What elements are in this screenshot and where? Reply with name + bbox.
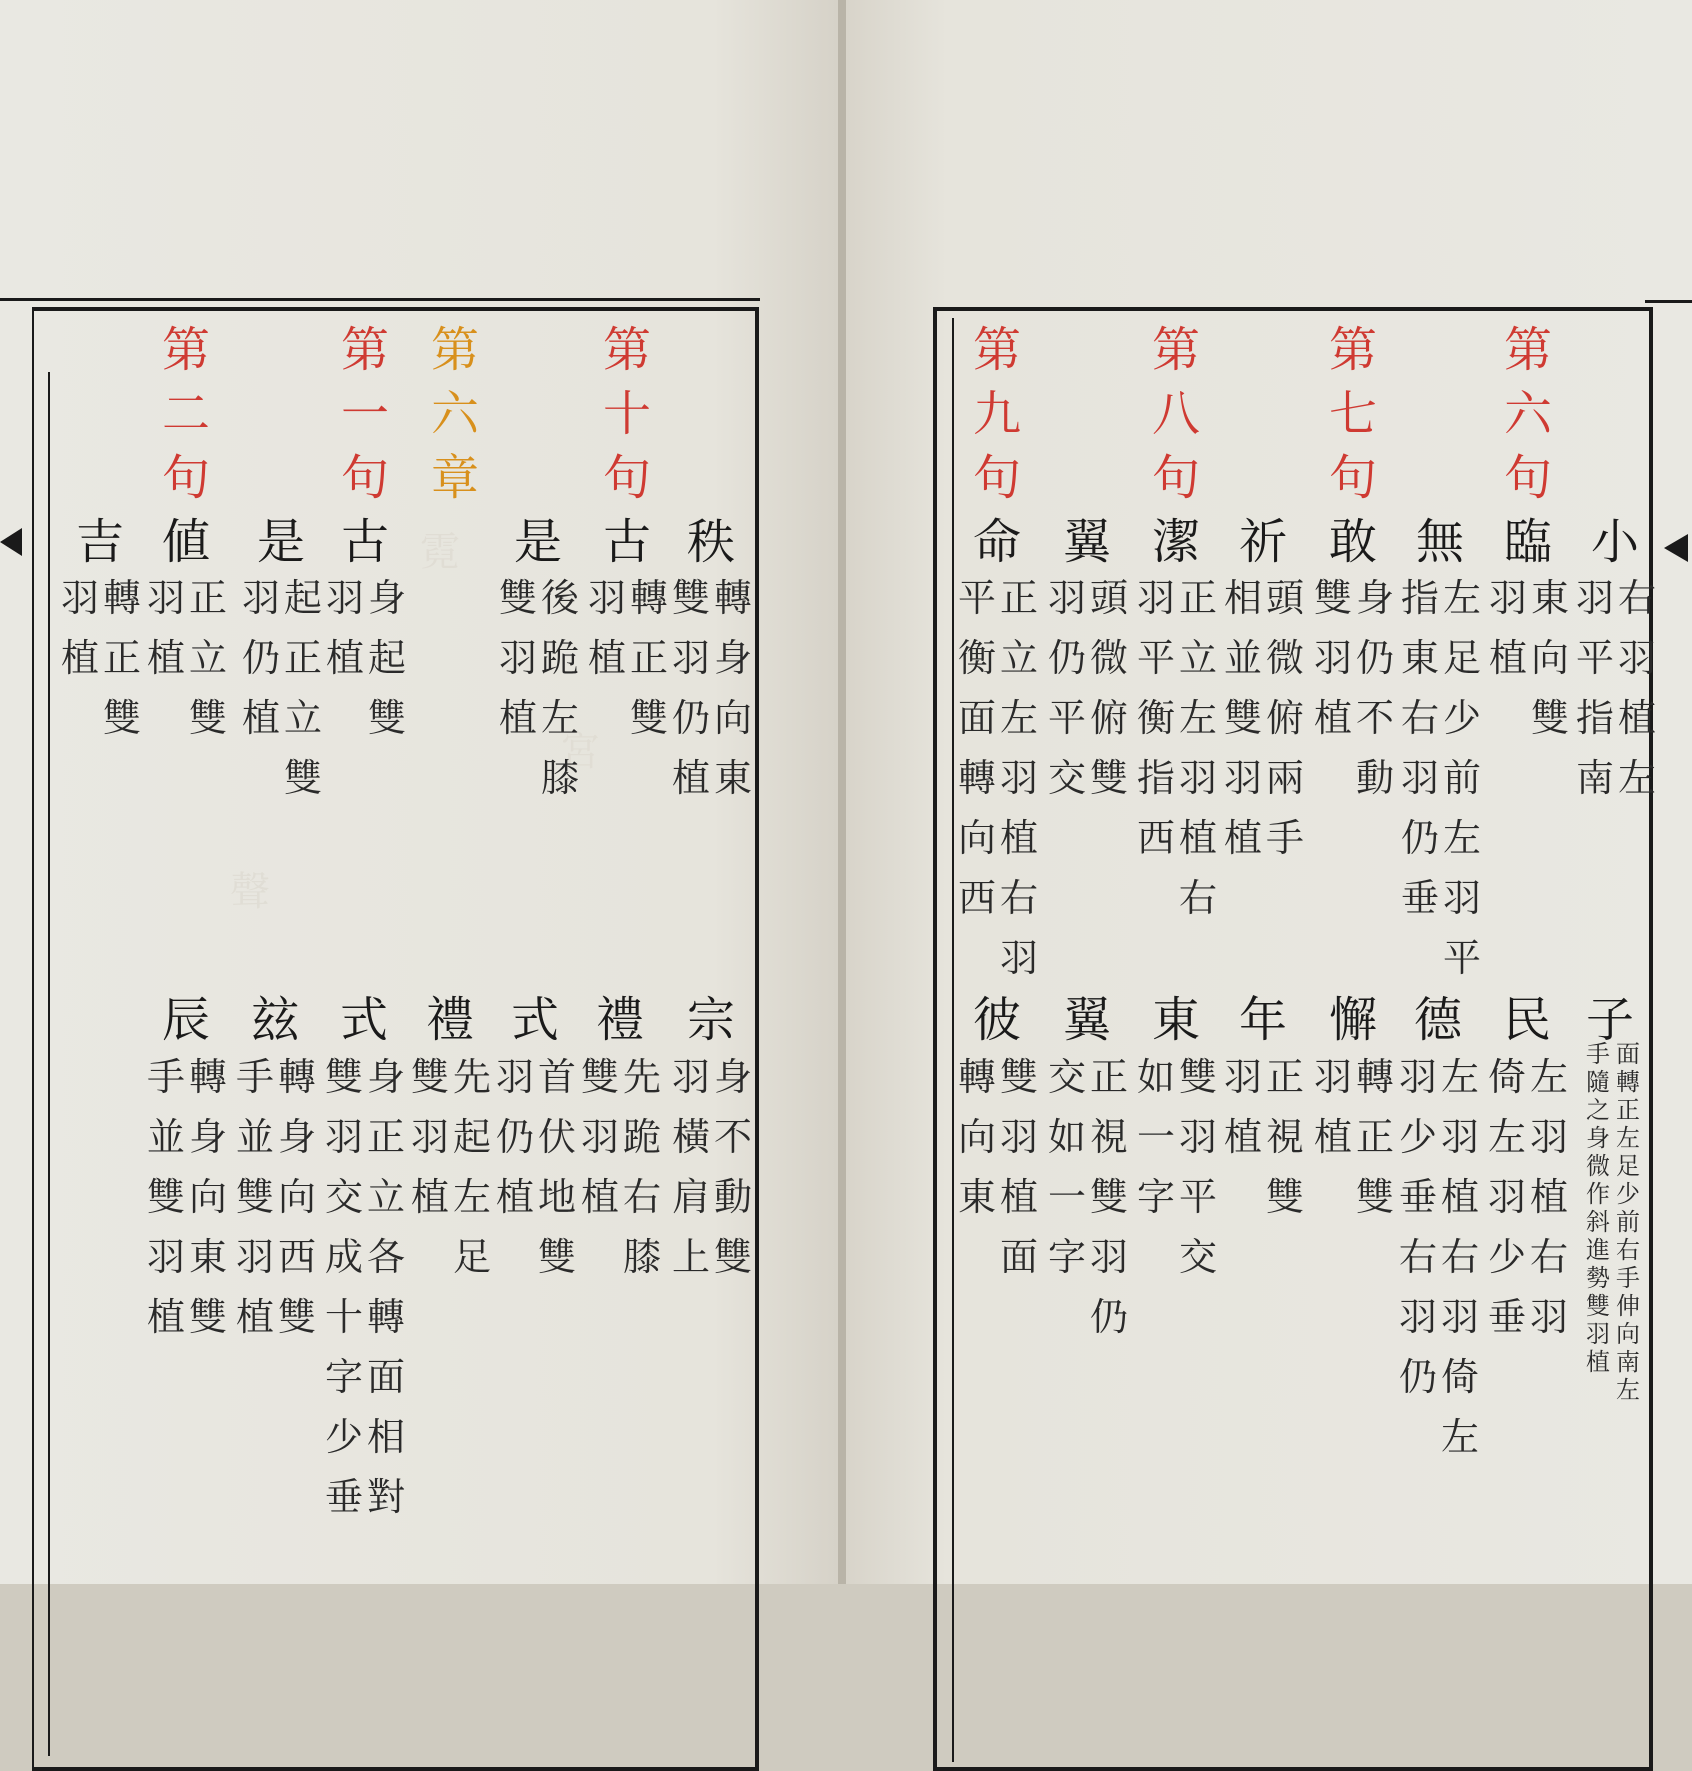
movement-note-l1-col-1: 轉 正 雙 [629, 576, 668, 740]
left-page-fold-mark [0, 528, 22, 556]
movement-note-r7-col-2: 平 衡 面 轉 向 西 [957, 576, 996, 920]
movement-note-ll0-col-1: 身 不 動 雙 [713, 1055, 752, 1279]
left-inner-rule [48, 372, 50, 1756]
lyric-character-rl3: 懈 [1329, 992, 1378, 1048]
lyric-character-ll1: 禮 [596, 992, 645, 1048]
movement-note-rl1-col-2: 倚 左 羽 少 垂 [1487, 1055, 1526, 1339]
show-through-mark: 聲 [230, 869, 270, 915]
lyric-character-rl4: 年 [1239, 992, 1288, 1048]
movement-note-rl1-col-1: 左 羽 植 右 羽 [1529, 1055, 1568, 1339]
movement-note-rl4-col-1: 正 視 雙 [1265, 1055, 1304, 1219]
lyric-character-r7: 命 [973, 514, 1022, 570]
lyric-character-ll4: 式 [340, 992, 389, 1048]
lyric-character-r2: 無 [1416, 514, 1465, 570]
movement-note-rl3-col-1: 轉 正 雙 [1355, 1055, 1394, 1219]
lyric-character-r6: 翼 [1063, 514, 1112, 570]
movement-note-ll3-col-2: 雙 羽 植 [410, 1055, 449, 1219]
movement-note-rl2-col-2: 羽 少 垂 右 羽 仍 [1398, 1055, 1437, 1399]
movement-note-ll0-col-2: 羽 橫 肩 上 [671, 1055, 710, 1279]
movement-note-l4-col-1: 起 正 立 雙 [283, 576, 322, 800]
movement-note-rl6-col-1: 正 視 雙 羽 仍 [1089, 1055, 1128, 1339]
verse-heading-r1: 第 六 句 [1504, 322, 1553, 506]
verse-heading-r5: 第 八 句 [1152, 322, 1201, 506]
movement-note-l2-col-2: 雙 羽 植 [498, 576, 537, 740]
movement-note-l5-col-2: 羽 植 [146, 576, 185, 680]
movement-note-ll2-col-2: 羽 仍 植 [495, 1055, 534, 1219]
movement-note-r5-col-2: 羽 平 衡 指 西 [1136, 576, 1175, 860]
movement-note-rl7-col-1: 雙 羽 植 面 [999, 1055, 1038, 1279]
movement-note-rl2-col-1: 左 羽 植 右 羽 倚 左 [1440, 1055, 1479, 1459]
movement-note-r4-col-1: 頭 微 俯 兩 手 [1265, 576, 1304, 860]
movement-note-l2-col-1: 後 跪 左 膝 [540, 576, 579, 800]
movement-note-r1-col-1: 東 向 雙 [1530, 576, 1569, 740]
movement-note-l4-col-2: 羽 仍 植 [241, 576, 280, 740]
lyric-character-ll5: 玆 [251, 992, 300, 1048]
movement-note-ll3-col-1: 先 起 左 足 [452, 1055, 491, 1279]
verse-heading-l1: 第 十 句 [603, 322, 652, 506]
lyric-character-l0: 秩 [687, 514, 736, 570]
movement-note-rl0-line-1: 面 轉 正 左 足 少 前 右 手 伸 向 南 左 [1616, 1040, 1640, 1404]
movement-note-l0-col-1: 轉 身 向 東 [713, 576, 752, 800]
show-through-mark: 霓 [420, 529, 460, 575]
movement-note-r7-col-1: 正 立 左 羽 植 右 羽 [999, 576, 1038, 980]
lyric-character-rl2: 德 [1414, 992, 1463, 1048]
lyric-character-ll6: 辰 [162, 992, 211, 1048]
lyric-character-r0: 小 [1591, 514, 1640, 570]
movement-note-ll6-col-1: 轉 身 向 東 雙 [188, 1055, 227, 1339]
movement-note-l3-col-1: 身 起 雙 [367, 576, 406, 740]
lyric-character-l6: 吉 [76, 514, 125, 570]
movement-note-rl7-col-2: 轉 向 東 [957, 1055, 996, 1219]
lyric-character-ll2: 式 [511, 992, 560, 1048]
movement-note-r1-col-2: 羽 植 [1488, 576, 1527, 680]
movement-note-l5-col-1: 正 立 雙 [188, 576, 227, 740]
movement-note-ll5-col-2: 手 並 雙 羽 植 [235, 1055, 274, 1339]
lyric-character-ll3: 禮 [426, 992, 475, 1048]
lyric-character-rl5: 東 [1152, 992, 1201, 1048]
movement-note-rl6-col-2: 交 如 一 字 [1047, 1055, 1086, 1279]
lyric-character-rl1: 民 [1503, 992, 1552, 1048]
movement-note-r6-col-2: 羽 仍 平 交 [1047, 576, 1086, 800]
movement-note-ll4-col-1: 身 正 立 各 轉 面 相 對 [366, 1055, 405, 1519]
movement-note-rl5-col-2: 如 一 字 [1136, 1055, 1175, 1219]
movement-note-r4-col-2: 相 並 雙 羽 植 [1223, 576, 1262, 860]
movement-note-l1-col-2: 羽 植 [587, 576, 626, 680]
lyric-character-rl7: 彼 [973, 992, 1022, 1048]
movement-note-ll1-col-1: 先 跪 右 膝 [622, 1055, 661, 1279]
verse-heading-r3: 第 七 句 [1329, 322, 1378, 506]
lyric-character-rl0: 子 [1586, 992, 1635, 1048]
movement-note-ll5-col-1: 轉 身 向 西 雙 [277, 1055, 316, 1339]
movement-note-r6-col-1: 頭 微 俯 雙 [1089, 576, 1128, 800]
verse-heading-r7: 第 九 句 [973, 322, 1022, 506]
lyric-character-r4: 祈 [1239, 514, 1288, 570]
lyric-character-l2: 是 [514, 514, 563, 570]
movement-note-ll2-col-1: 首 伏 地 雙 [537, 1055, 576, 1279]
movement-note-r2-col-1: 左 足 少 前 左 羽 平 [1442, 576, 1481, 980]
verse-heading-l4: 第 一 句 [341, 322, 390, 506]
right-top-rule [1645, 300, 1692, 303]
movement-note-rl0-line-2: 手 隨 之 身 微 作 斜 進 勢 雙 羽 植 [1586, 1040, 1610, 1376]
movement-note-rl3-col-2: 羽 植 [1313, 1055, 1352, 1159]
movement-note-l3-col-2: 羽 植 [325, 576, 364, 680]
movement-note-ll6-col-2: 手 並 雙 羽 植 [146, 1055, 185, 1339]
movement-note-l6-col-2: 羽 植 [60, 576, 99, 680]
right-page-fold-mark [1664, 534, 1688, 562]
movement-note-rl4-col-2: 羽 植 [1223, 1055, 1262, 1159]
lyric-character-rl6: 翼 [1063, 992, 1112, 1048]
movement-note-l0-col-2: 雙 羽 仍 植 [671, 576, 710, 800]
lyric-character-l1: 古 [603, 514, 652, 570]
lyric-character-l4: 是 [257, 514, 306, 570]
book-gutter [838, 0, 846, 1584]
left-top-rule [0, 298, 760, 301]
movement-note-r0-col-2: 羽 平 指 南 [1575, 576, 1614, 800]
chapter-heading: 第 六 章 [431, 322, 480, 506]
movement-note-r3-col-2: 雙 羽 植 [1313, 576, 1352, 740]
movement-note-ll4-col-2: 雙 羽 交 成 十 字 少 垂 [324, 1055, 363, 1519]
lyric-character-l3: 古 [341, 514, 390, 570]
lyric-character-r5: 潔 [1152, 514, 1201, 570]
movement-note-r0-col-1: 右 羽 植 左 [1617, 576, 1656, 800]
lyric-character-ll0: 宗 [687, 992, 736, 1048]
movement-note-rl5-col-1: 雙 羽 平 交 [1178, 1055, 1217, 1279]
movement-note-l6-col-1: 轉 正 雙 [102, 576, 141, 740]
movement-note-ll1-col-2: 雙 羽 植 [580, 1055, 619, 1219]
show-through-mark: 宮 [560, 729, 600, 775]
lyric-character-l5: 値 [162, 514, 211, 570]
movement-note-r5-col-1: 正 立 左 羽 植 右 [1178, 576, 1217, 920]
lyric-character-r1: 臨 [1504, 514, 1553, 570]
lyric-character-r3: 敢 [1329, 514, 1378, 570]
right-inner-rule [952, 318, 954, 1762]
verse-heading-l6: 第 二 句 [162, 322, 211, 506]
movement-note-r3-col-1: 身 仍 不 動 [1355, 576, 1394, 800]
movement-note-r2-col-2: 指 東 右 羽 仍 垂 [1400, 576, 1439, 920]
